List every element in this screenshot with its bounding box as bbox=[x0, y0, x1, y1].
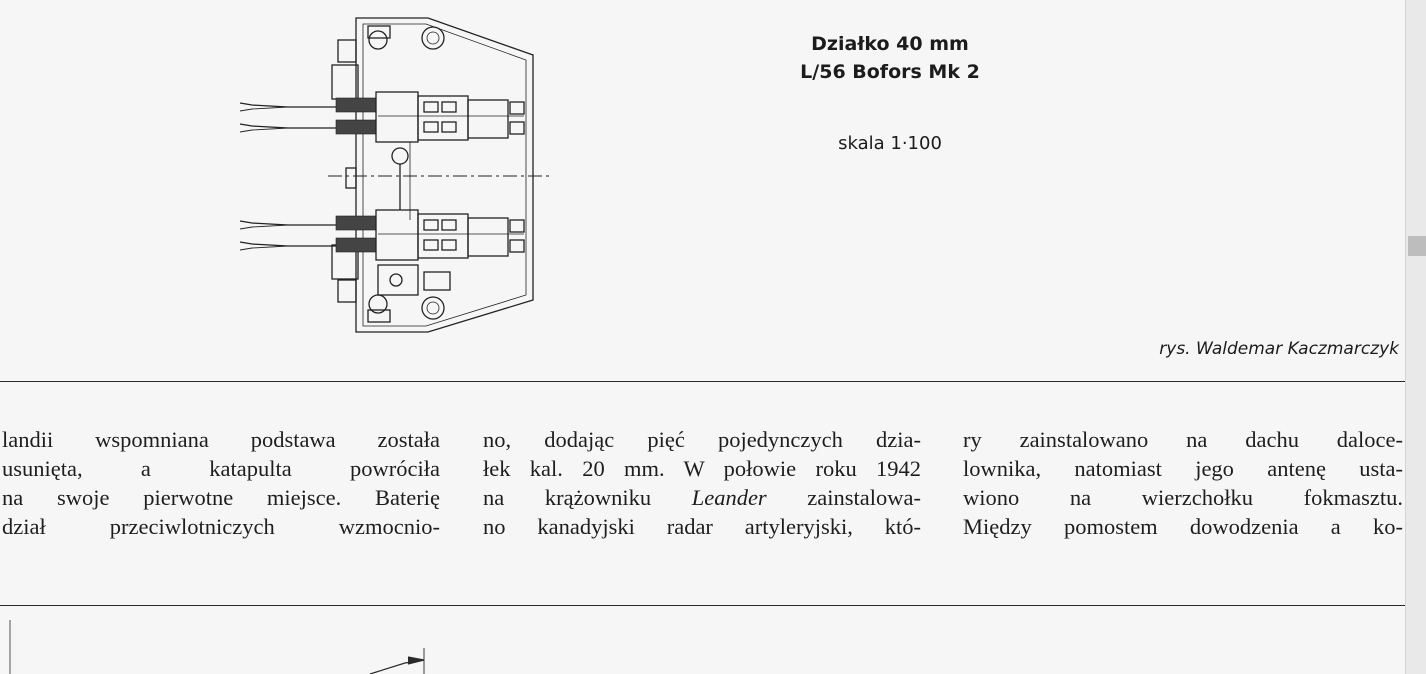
text-column-2 bbox=[483, 425, 921, 541]
text-column-1 bbox=[2, 425, 440, 541]
column-line: łek kal. 20 mm. W połowie roku 1942 bbox=[483, 456, 921, 481]
page-edge bbox=[1405, 0, 1426, 674]
column-line: Między pomostem dowodzenia a ko- bbox=[963, 514, 1403, 539]
column-line: no, dodając pięć pojedynczych dzia- bbox=[483, 427, 921, 452]
figure-scale: skala 1·100 bbox=[838, 133, 942, 154]
column-line bbox=[483, 483, 921, 512]
lower-gun-pair bbox=[240, 210, 524, 260]
column-line: lownika, natomiast jego antenę usta- bbox=[963, 456, 1403, 481]
column-line: ry zainstalowano na dachu dalocе- bbox=[963, 427, 1403, 452]
column-line: no kanadyjski radar artyleryjski, któ- bbox=[483, 514, 921, 539]
column-line: usunięta, a katapulta powróciła bbox=[2, 456, 440, 481]
figure-title bbox=[700, 30, 1080, 86]
column-line-pre: na krążowniku bbox=[483, 485, 692, 510]
figure-credit: rys. Waldemar Kaczmarczyk bbox=[1159, 339, 1399, 359]
column-line: na swoje pierwotne miejsce. Baterię bbox=[2, 485, 440, 510]
text-column-3 bbox=[963, 425, 1403, 541]
column-line: wiono na wierzchołku fokmasztu. bbox=[963, 485, 1403, 510]
ship-name-leander: Leander bbox=[691, 485, 767, 510]
partial-drawing-bottom bbox=[0, 606, 1405, 674]
upper-gun-pair bbox=[240, 92, 524, 142]
column-line: landii wspomniana podstawa została bbox=[2, 427, 440, 452]
figure-title-line-1: Działko 40 mm bbox=[811, 33, 969, 55]
page-edge-tab bbox=[1408, 236, 1426, 256]
bofors-mount-drawing bbox=[228, 10, 568, 335]
column-line: dział przeciwlotniczych wzmocnio- bbox=[2, 514, 440, 539]
divider-top bbox=[0, 381, 1405, 382]
column-line-post: zainstalowa- bbox=[766, 485, 921, 510]
figure-title-line-2: L/56 Bofors Mk 2 bbox=[800, 61, 980, 83]
